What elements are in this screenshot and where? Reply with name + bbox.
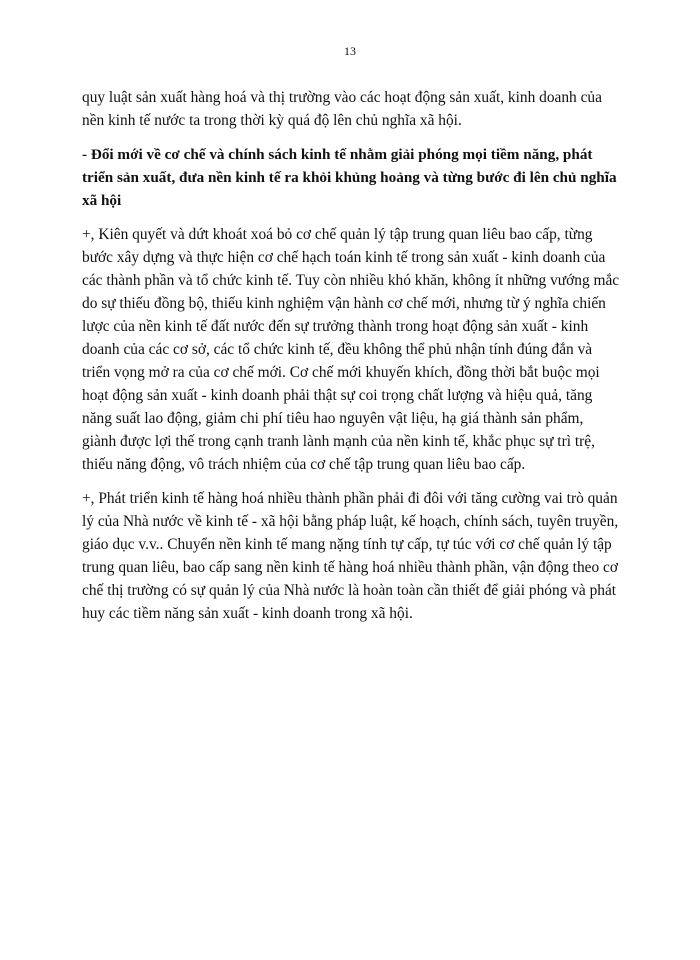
document-body xyxy=(82,86,620,625)
paragraph-state-management: +, Phát triển kinh tế hàng hoá nhiều thành phần phải đi đôi với tăng cường vai trò quản lý của Nhà nước về kinh tế - xã hội bằng pháp luật, kế hoạch, chính sách, tuyên truyền, giáo dục v.v.. Chuyển nền kinh tế mang nặng tính tự cấp, tự túc với cơ chế quản lý tập trung quan liêu, bao cấp sang nền kinh tế hàng hoá nhiều thành phần, vận động theo cơ chế thị trường có sự quản lý của Nhà nước là hoàn toàn cần thiết để giải phóng và phát huy các tiềm năng sản xuất - kinh doanh trong xã hội. xyxy=(82,490,619,622)
paragraph-continuation: quy luật sản xuất hàng hoá và thị trường vào các hoạt động sản xuất, kinh doanh của nền kinh tế nước ta trong thời kỳ quá độ lên chủ nghĩa xã hội. xyxy=(82,89,602,129)
page-number: 13 xyxy=(344,44,356,58)
section-heading: - Đổi mới về cơ chế và chính sách kinh tế nhằm giải phóng mọi tiềm năng, phát triển sản xuất, đưa nền kinh tế ra khỏi khủng hoảng và từng bước đi lên chủ nghĩa xã hội xyxy=(82,146,617,209)
paragraph-abolish-subsidy: +, Kiên quyết và dứt khoát xoá bỏ cơ chế quản lý tập trung quan liêu bao cấp, từng bước xây dựng và thực hiện cơ chế hạch toán kinh tế trong sản xuất - kinh doanh của các thành phần và tổ chức kinh tế. Tuy còn nhiều khó khăn, không ít những vướng mắc do sự thiếu đồng bộ, thiếu kinh nghiệm vận hành cơ chế mới, nhưng từ ý nghĩa chiến lược của nền kinh tế đất nước đến sự trưởng thành trong hoạt động sản xuất - kinh doanh của các cơ sở, các tổ chức kinh tế, đều không thể phủ nhận tính đúng đắn và triển vọng mở ra của cơ chế mới. Cơ chế mới khuyến khích, đồng thời bắt buộc mọi hoạt động sản xuất - kinh doanh phải thật sự coi trọng chất lượng và hiệu quả, tăng năng suất lao động, giảm chi phí tiêu hao nguyên vật liệu, hạ giá thành sản phẩm, giành được lợi thế trong cạnh tranh lành mạnh của nền kinh tế, khắc phục sự trì trệ, thiếu năng động, vô trách nhiệm của cơ chế tập trung quan liêu bao cấp. xyxy=(82,226,620,473)
